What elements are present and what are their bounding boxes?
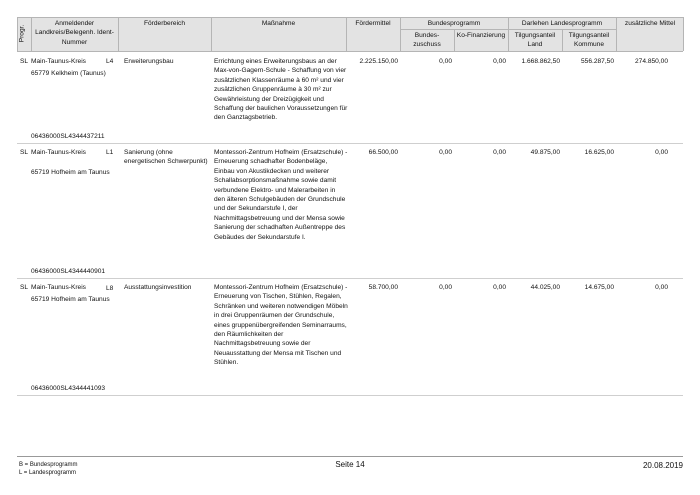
row-separator [17, 278, 683, 279]
header-col-divider [616, 17, 617, 51]
header-bundeszuschuss: Bundes- zuschuss [413, 32, 441, 49]
row-ort: 65719 Hofheim am Taunus [31, 296, 110, 303]
header-progr: Progr. [18, 24, 26, 43]
header-antragsteller: Anmeldender Landkreis/Belegenh. Ident-Nummer [35, 20, 114, 46]
header-foerdermittel: Fördermittel [355, 20, 391, 27]
row-code: L1 [106, 149, 114, 156]
header-foerderbereich: Förderbereich [143, 20, 186, 27]
row-zusaetzlich: 274.850,00 [634, 58, 668, 65]
row-ident: 06436000SL4344437211 [31, 133, 105, 140]
row-tilgung-land: 1.668.862,50 [521, 58, 560, 65]
row-zusaetzlich: 0,00 [655, 149, 668, 156]
row-bundeszuschuss: 0,00 [439, 149, 452, 156]
header-tilgung-land: Tilgungsanteil Land [514, 32, 556, 49]
row-progr: SL [20, 284, 29, 291]
row-foerdermittel: 58.700,00 [368, 284, 398, 291]
row-bundeszuschuss: 0,00 [439, 58, 452, 65]
row-ort: 65779 Kelkheim (Taunus) [31, 70, 106, 77]
row-separator [17, 143, 683, 144]
row-separator [17, 395, 683, 396]
row-ident: 06436000SL4344440901 [31, 268, 106, 275]
row-tilgung-kommune: 556.287,50 [580, 58, 614, 65]
row-tilgung-land: 49.875,00 [530, 149, 560, 156]
header-massnahme: Maßnahme [261, 20, 296, 27]
row-foerdermittel: 2.225.150,00 [359, 58, 398, 65]
row-massnahme: Errichtung eines Erweiterungsbaus an der Max-von-Gagern-Schule - Schaffung von vier zusätzlichen Klassenräume à 60 m² und vier zusätzlichen Gruppenräume à 30 m² zur Gewährleistung der Dreizügigkeit und Schaffung der baulichen Voraussetzungen für den Ganztagsbetrieb. [214, 58, 348, 122]
row-bereich: Sanierung (ohne energetischen Schwerpunkt) [124, 149, 208, 166]
row-kofinanzierung: 0,00 [493, 149, 506, 156]
row-kreis: Main-Taunus-Kreis [31, 284, 86, 291]
header-bundesprogramm: Bundesprogramm [427, 20, 481, 27]
row-progr: SL [20, 149, 29, 156]
header-kofinanzierung: Ko-Finanzierung [456, 32, 506, 39]
header-top-border [17, 17, 683, 18]
header-bottom-border [17, 51, 683, 52]
row-code: L4 [106, 58, 114, 65]
page-number: Seite 14 [335, 460, 365, 469]
row-kreis: Main-Taunus-Kreis [31, 149, 86, 156]
header-col-divider [683, 17, 684, 51]
footer-rule [17, 456, 683, 457]
row-kofinanzierung: 0,00 [493, 284, 506, 291]
row-zusaetzlich: 0,00 [655, 284, 668, 291]
row-bundeszuschuss: 0,00 [439, 284, 452, 291]
row-massnahme: Montessori-Zentrum Hofheim (Ersatzschule) - Erneuerung schadhafter Bodenbeläge, Einbau von Akustikdecken und weiterer Schallabsorptionsmaßnahme sowie damit verbundene Elektro- und Malerarbeiten in den älteren Schulgebäuden der Grundschule und der Sekundarstufe I, der Nachmittagsbetreuung und der Mensa sowie Sanierung der schadhaften Außentreppe des Gebäudes der Sekundarstufe I. [214, 149, 348, 241]
row-tilgung-land: 44.025,00 [530, 284, 560, 291]
header-zusaetzliche-mittel: zusätzliche Mittel [624, 20, 676, 27]
row-foerdermittel: 66.500,00 [368, 149, 398, 156]
row-progr: SL [20, 58, 29, 65]
row-bereich: Erweiterungsbau [124, 58, 174, 65]
footer-date: 20.08.2019 [642, 461, 683, 470]
footer-legend-l: L = Landesprogramm [19, 470, 76, 476]
row-tilgung-kommune: 14.675,00 [584, 284, 614, 291]
footer-legend-b: B = Bundesprogramm [19, 462, 78, 468]
row-bereich: Ausstattungsinvestition [124, 284, 192, 291]
row-ident: 06436000SL4344441093 [31, 385, 106, 392]
row-kreis: Main-Taunus-Kreis [31, 58, 86, 65]
row-massnahme: Montessori-Zentrum Hofheim (Ersatzschule) - Erneuerung von Tischen, Stühlen, Regalen, Schränken und weiteren notwendigen Möbeln in drei Gruppenräumen der Grundschule, eines gruppenübergreifenden Seminarraums, den Räumlichkeiten der Nachmittagsbetreuung sowie der Neuausstattung der Mensa mit Tischen und Stühlen. [214, 284, 348, 367]
row-kofinanzierung: 0,00 [493, 58, 506, 65]
header-darlehen: Darlehen Landesprogramm [521, 20, 603, 27]
row-code: L8 [106, 285, 114, 292]
header-tilgung-kommune: Tilgungsanteil Kommune [568, 32, 610, 49]
row-ort: 65719 Hofheim am Taunus [31, 169, 110, 176]
row-tilgung-kommune: 16.625,00 [584, 149, 614, 156]
